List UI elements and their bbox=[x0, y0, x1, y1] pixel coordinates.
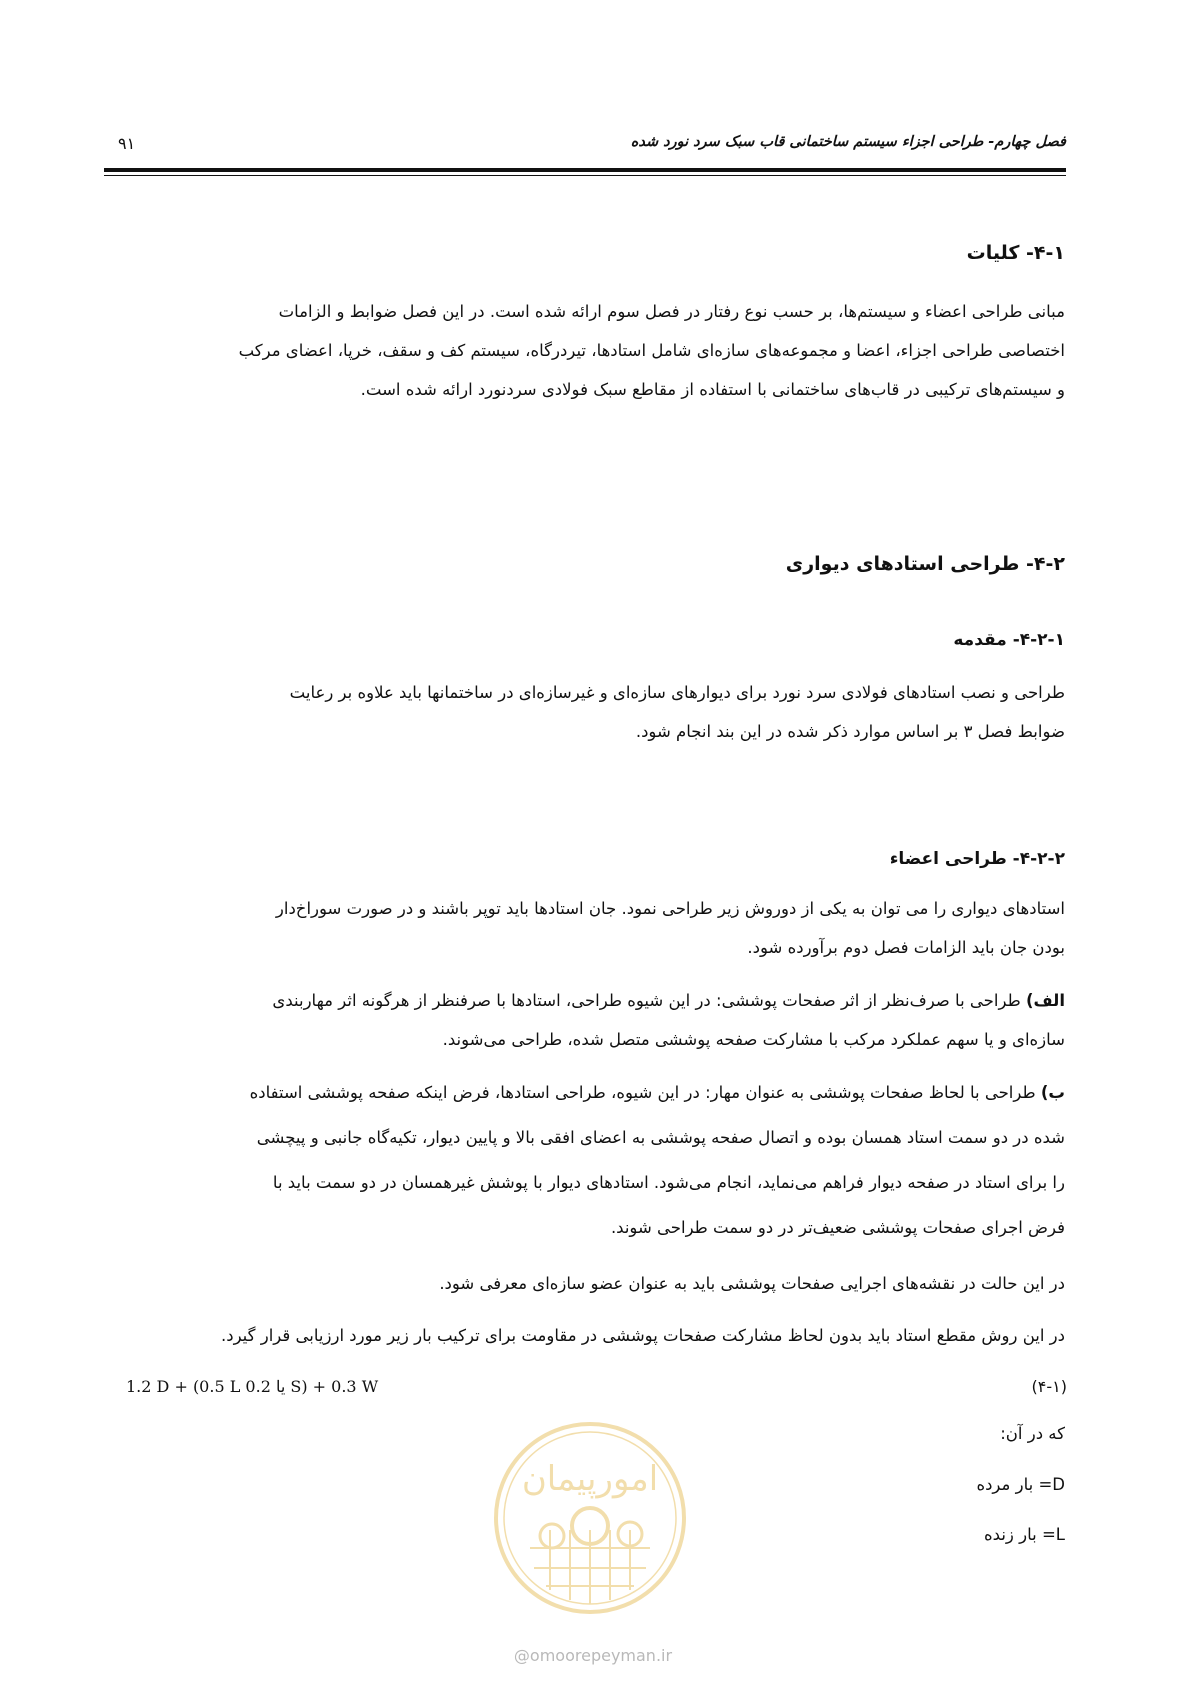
load-combination-formula: 1.2 D + (0.5 L یا 0.2 S) + 0.3 W bbox=[126, 1377, 379, 1396]
para-4-2-1-line-2: ضوابط فصل ۳ بر اساس موارد ذکر شده در این بند انجام شود. bbox=[635, 722, 1065, 741]
note-line-2: در این روش مقطع استاد باید بدون لحاظ مشارکت صفحات پوششی در مقاومت برای ترکیب بار زیر مورد ارزیابی قرار گیرد. bbox=[220, 1326, 1065, 1345]
note-line-1: در این حالت در نقشه‌های اجرایی صفحات پوششی باید به عنوان عضو سازه‌ای معرفی شود. bbox=[439, 1274, 1065, 1293]
item-a-text: طراحی با صرف‌نظر از اثر صفحات پوششی: در این شیوه طراحی، استادها با صرفنظر از هرگونه اثر مهاربندی bbox=[272, 991, 1026, 1010]
item-b-line-4: فرض اجرای صفحات پوششی ضعیف‌تر در دو سمت طراحی شوند. bbox=[610, 1218, 1065, 1237]
item-b-text: طراحی با لحاظ صفحات پوششی به عنوان مهار: در این شیوه، طراحی استادها، فرض اینکه صفحه پوششی استفاده bbox=[249, 1083, 1041, 1102]
equation-number: (۴-۱) bbox=[1031, 1377, 1067, 1396]
item-a-line-1 bbox=[272, 991, 1065, 1010]
page-number: ۹۱ bbox=[118, 134, 136, 153]
def-live-load: L= بار زنده bbox=[984, 1525, 1065, 1544]
para-4-1-line-1: مبانی طراحی اعضاء و سیستم‌ها، بر حسب نوع رفتار در فصل سوم ارائه شده است. در این فصل ضوابط و الزامات bbox=[278, 302, 1065, 321]
para-4-1-line-3: و سیستم‌های ترکیبی در قاب‌های ساختمانی با استفاده از مقاطع سبک فولادی سردنورد ارائه شده است. bbox=[360, 380, 1065, 399]
heading-4-1: ۴-۱- کلیات bbox=[966, 242, 1065, 264]
item-b-label: ب) bbox=[1040, 1083, 1065, 1102]
para-4-1-line-2: اختصاصی طراحی اجزاء، اعضا و مجموعه‌های سازه‌ای شامل استادها، تیردرگاه، سیستم کف و سقف، خرپا، اعضای مرکب bbox=[238, 341, 1065, 360]
para-4-2-2-line-2: بودن جان باید الزامات فصل دوم برآورده شود. bbox=[747, 938, 1065, 957]
item-a-line-2: سازه‌ای و یا سهم عملکرد مرکب با مشارکت صفحه پوششی متصل شده، طراحی می‌شوند. bbox=[442, 1030, 1065, 1049]
watermark-site: @omoorepeyman.ir bbox=[513, 1646, 673, 1665]
heading-4-2-1: ۴-۲-۱- مقدمه bbox=[953, 630, 1065, 650]
para-4-2-1-line-1: طراحی و نصب استادهای فولادی سرد نورد برای دیوارهای سازه‌ای و غیرسازه‌ای در ساختمانها باید علاوه بر رعایت bbox=[289, 683, 1065, 702]
header-rule-thin bbox=[104, 175, 1066, 176]
def-dead-load: D= بار مرده bbox=[976, 1475, 1065, 1494]
heading-4-2-2: ۴-۲-۲- طراحی اعضاء bbox=[889, 849, 1065, 869]
para-4-2-2-line-1: استادهای دیواری را می توان به یکی از دوروش زیر طراحی نمود. جان استادها باید توپر باشند و در صورت سوراخ‌دار bbox=[275, 899, 1065, 918]
item-b-line-2: شده در دو سمت استاد همسان بوده و اتصال صفحه پوششی به اعضای افقی بالا و پایین دیوار، تکیه‌گاه جانبی و پیچشی bbox=[256, 1128, 1065, 1147]
watermark-logo-text: امورپیمان bbox=[521, 1459, 659, 1499]
item-b-line-3: را برای استاد در صفحه دیوار فراهم می‌نماید، انجام می‌شود. استادهای دیوار با پوشش غیرهمسان در دو سمت باید با bbox=[272, 1173, 1065, 1192]
item-b-line-1 bbox=[250, 1083, 1065, 1102]
item-a-label: الف) bbox=[1025, 991, 1065, 1010]
heading-4-2: ۴-۲- طراحی استادهای دیواری bbox=[785, 553, 1065, 575]
where-label: که در آن: bbox=[1000, 1424, 1065, 1443]
page-header bbox=[104, 128, 1066, 168]
header-rule bbox=[104, 168, 1066, 172]
chapter-title: فصل چهارم- طراحی اجزاء سیستم ساختمانی قاب سبک سرد نورد شده bbox=[630, 134, 1066, 150]
watermark-logo bbox=[490, 1418, 690, 1618]
